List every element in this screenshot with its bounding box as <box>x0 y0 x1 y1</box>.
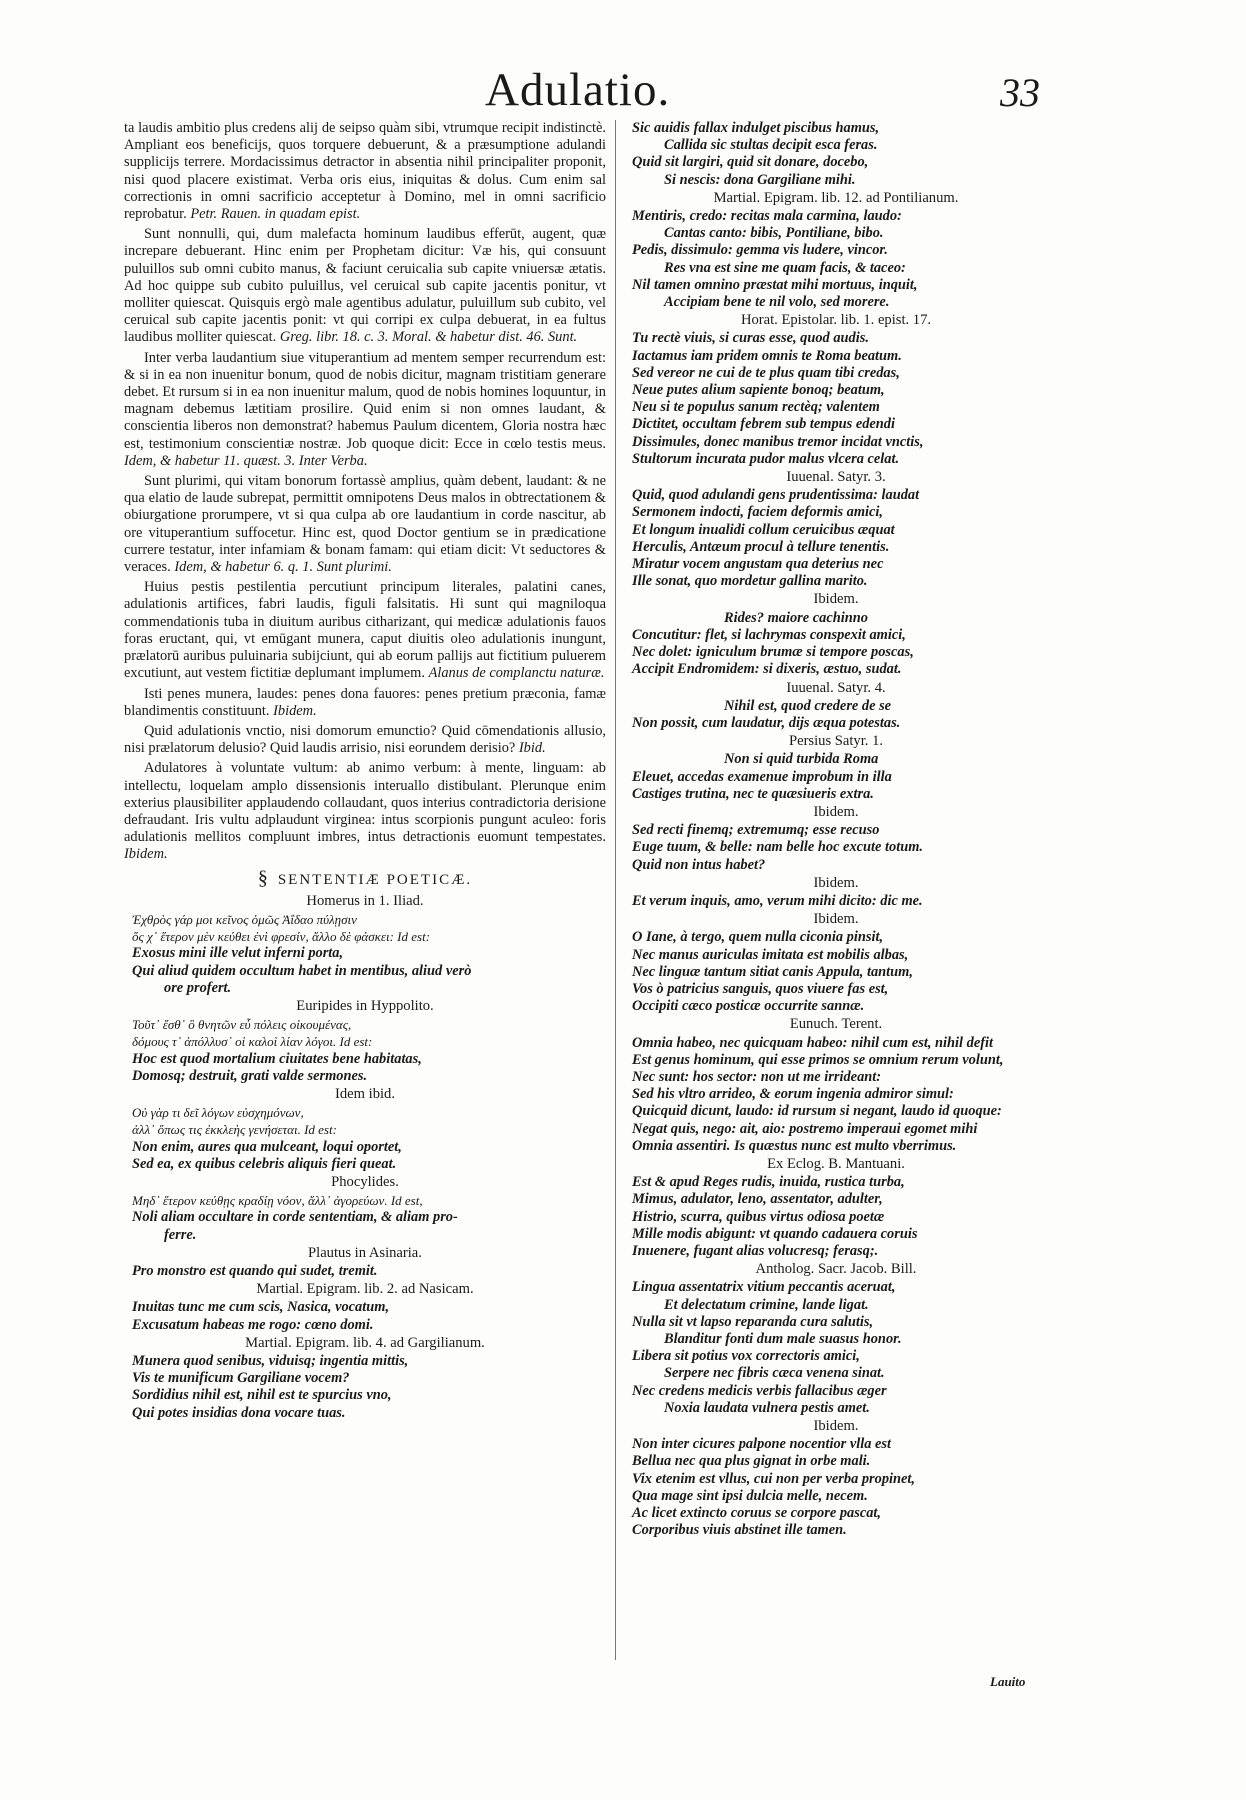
verse-line: Accipiam bene te nil volo, sed morere. <box>664 294 890 311</box>
verse-line: Non possit, cum laudatur, dijs æqua potestas. <box>632 714 901 731</box>
left-column <box>124 120 606 1668</box>
verse-line: Cantas canto: bibis, Pontiliane, bibo. <box>664 225 884 242</box>
running-head <box>0 62 1246 122</box>
greek-line: Οὐ γὰρ τι δεῖ λόγων εὐσχημόνων, <box>132 1105 304 1121</box>
right-column <box>624 120 1048 1668</box>
verse-line: Omnia assentiri. Is quæstus nunc est multo vberrimus. <box>632 1137 957 1154</box>
citation: Alanus de complanctu naturæ. <box>428 665 605 682</box>
verse-line: Nec dolet: igniculum brumæ si tempore poscas, <box>632 644 914 661</box>
source-heading: Martial. Epigram. lib. 12. ad Pontilianum. <box>713 189 959 206</box>
verse-line: Est & apud Reges rudis, inuida, rustica turba, <box>632 1174 905 1191</box>
source-heading: Horat. Epistolar. lib. 1. epist. 17. <box>740 312 932 329</box>
verse-line: Blanditur fonti dum male suasus honor. <box>664 1331 902 1348</box>
verse-line: Nil tamen omnino præstat mihi mortuus, inquit, <box>632 276 918 293</box>
poetic-sentences <box>124 893 606 1422</box>
verse-line: Occipiti cæco posticæ occurrite sannæ. <box>632 998 865 1015</box>
verse-line: Quid non intus habet? <box>632 856 766 873</box>
source-heading: Phocylides. <box>331 1173 399 1190</box>
latin-line: Qui potes insidias dona vocare tuas. <box>132 1404 346 1421</box>
source-heading: Plautus in Asinaria. <box>308 1244 422 1261</box>
verse-line: Sed his vltro arrideo, & eorum ingenia admiror simul: <box>632 1086 954 1103</box>
verse-line: Nec credens medicis verbis fallacibus æger <box>632 1382 887 1399</box>
verse-line: Vix etenim est vllus, cui non per verba propinet, <box>632 1470 916 1487</box>
verse-line: Serpere nec fibris cæca venena sinat. <box>664 1365 885 1382</box>
source-heading: Idem ibid. <box>335 1085 395 1102</box>
verse-line: Qua mage sint ipsi dulcia melle, necem. <box>632 1487 868 1504</box>
source-heading: Ibidem. <box>813 874 859 891</box>
greek-line: ὅς χ᾽ ἕτερον μὲν κεύθει ἐνὶ φρεσίν, ἄλλο δὲ φάσκει: Id est: <box>132 929 431 945</box>
paragraph <box>124 120 606 223</box>
source-heading: Iuuenal. Satyr. 3. <box>786 469 886 486</box>
verse-line: Ille sonat, quo mordetur gallina marito. <box>632 573 868 590</box>
verse-line: Mille modis abigunt: vt quando cadauera coruis <box>632 1225 918 1242</box>
verse-line: Ac licet extincto coruus se corpore pascat, <box>632 1505 882 1522</box>
latin-line: Inuitas tunc me cum scis, Nasica, vocatum, <box>132 1299 390 1316</box>
paragraph-text: Sunt nonnulli, qui, dum malefacta hominum laudibus efferūt, augent, quæ increpare debuerant. Hinc enim per Prophetam dicitur: Væ his, qui consuunt puluillos sub omni cubito manus, & faciunt ceruicalia sub capite vniuersæ ætatis. Ad hoc quippe sub cubito puluillus, vel ceruical sub capite jacentis ponitur, vt molliter quiescat. Quisquis ergò male agentibus adulatur, puluillum sub cubito, vel ceruical sub capite jacentis ponit: vt qui corripi ex culpa debuerat, in ea fultus laudibus molliter quiescat. <box>124 226 606 346</box>
verse-line: Neu si te populus sanum rectèq; valentem <box>632 399 880 416</box>
paragraph-text: ta laudis ambitio plus credens alij de seipso quàm sibi, vtrumque recipit indistinctè. Ampliant eos beneficijs, quos torquere debuerunt, & a præsumptione adulandi supplicijs terrere. Mordacissimus detractor in absentia nihil principaliter proponit, nisi quod placere existimat. Verba oris eius, iniquitas & dolus. Cum enim sal correctionis in omni sacrificio acceptetur à Domino, mel in omni sacrificio reprobatur. <box>124 120 606 223</box>
paragraph <box>124 760 606 863</box>
latin-line: Pro monstro est quando qui sudet, tremit. <box>132 1263 378 1279</box>
paragraph-text: Huius pestis pestilentia percutiunt principum literales, palatini canes, adulationis artifices, fabri laudis, figuli falsitatis. Hi sunt qui magniloqua commendationis tuba in diuitum auribus citharizant, qui medicæ adulationis fauos foras eructant, qui, vt emūgant munera, caput diuitis oleo adulationis inungunt, prælatorū auribus puluinaria subijciunt, qui ab eorum pallijs aut fictitium puluerem excutiunt, aut vestem fictitiæ deplumant implumem. <box>124 579 606 682</box>
verse-line: Dictitet, occultam febrem sub tempus edendi <box>632 416 896 433</box>
verse-line: Concutitur: flet, si lachrymas conspexit amici, <box>632 626 906 643</box>
verse-line: Non inter cicures palpone nocentior vlla est <box>632 1436 892 1453</box>
paragraph-text: Isti penes munera, laudes: penes dona fauores: penes pretium præconia, famæ blandimentis constituunt. <box>124 685 606 719</box>
verse-line: O Iane, à tergo, quem nulla ciconia pinsit, <box>632 929 884 946</box>
citation: Ibidem. <box>124 846 168 863</box>
verse-line: Non si quid turbida Roma <box>724 751 879 768</box>
latin-line: Domosq; destruit, grati valde sermones. <box>132 1067 368 1084</box>
verse-line: Et longum inualidi collum ceruicibus æquat <box>632 521 895 538</box>
paragraph-text: Adulatores à voluntate vultum: ab animo verbum: à mente, linguam: ab intellectu, loquelam amplo dissensionis interuallo distibulant. Plerunque enim exterius plausibiliter applaudendo collaudant, quos interius contradictoria derisione defraudant. Iris vultu adplaudunt virginea: intus scorpionis pungunt aculeo: foris adulationis mellitos compluunt imbres, intus detractionis euomunt tempestates. <box>124 760 606 846</box>
page-title: Adulatio. <box>485 64 671 116</box>
citation: Ibidem. <box>273 702 317 719</box>
source-heading: Homerus in 1. Iliad. <box>306 892 424 909</box>
verse-line: Castiges trutina, nec te quæsiueris extra. <box>632 785 874 802</box>
latin-line: Excusatum habeas me rogo: cœno domi. <box>132 1316 374 1333</box>
verse-line: Iactamus iam pridem omnis te Roma beatum. <box>632 347 902 364</box>
greek-line: ἀλλ᾽ ὅπως τις ἐκκλεὴς γενήσεται. Id est: <box>132 1122 337 1138</box>
latin-line: Exosus mini ille velut inferni porta, <box>132 945 344 962</box>
verse-line: Nihil est, quod credere de se <box>724 697 892 714</box>
paragraph <box>124 579 606 682</box>
verse-line: Nec manus auriculas imitata est mobilis albas, <box>632 946 909 963</box>
verse-line: Et verum inquis, amo, verum mihi dicito: dic me. <box>632 892 923 909</box>
source-heading: Persius Satyr. 1. <box>788 733 884 750</box>
citation: Petr. Rauen. in quadam epist. <box>190 206 361 223</box>
source-heading: Euripides in Hyppolito. <box>296 997 434 1014</box>
paragraph <box>124 473 606 576</box>
source-heading: Ibidem. <box>813 803 859 820</box>
verse-line: Si nescis: dona Gargiliane mihi. <box>664 171 856 188</box>
verse-line: Nulla sit vt lapso reparanda cura salutis, <box>632 1313 874 1330</box>
citation: Idem, & habetur 11. quæst. 3. Inter Verba. <box>124 452 368 469</box>
verse-line: Stultorum incurata pudor malus vlcera celat. <box>632 450 900 467</box>
verse-line: Histrio, scurra, quibus virtus odiosa poetæ <box>632 1208 885 1225</box>
latin-line: Sed ea, ex quibus celebris aliquis fieri queat. <box>132 1155 397 1172</box>
section-symbol: § <box>257 866 270 889</box>
verse-line: Sic auidis fallax indulget piscibus hamus, <box>632 120 880 136</box>
section-heading-text: SENTENTIÆ POETICÆ. <box>277 871 473 888</box>
verse-line: Nec linguæ tantum sitiat canis Appula, tantum, <box>632 963 913 980</box>
verse-line: Tu rectè viuis, si curas esse, quod audis. <box>632 330 869 347</box>
column-divider <box>615 120 616 1660</box>
page-number: 33 <box>1000 70 1040 115</box>
verse-line: Dissimules, donec manibus tremor incidat vnctis, <box>632 433 924 450</box>
verse-line: Inuenere, fugant alias volucresq; ferasq;. <box>632 1243 879 1259</box>
verse-lines-top <box>624 120 1048 189</box>
verse-line: Accipit Endromidem: si dixeris, æstuo, sudat. <box>632 661 902 678</box>
verse-line: Et delectatum crimine, lande ligat. <box>664 1296 869 1313</box>
verse-line: Corporibus viuis abstinet ille tamen. <box>632 1522 847 1539</box>
paragraph <box>124 350 606 470</box>
paragraph <box>124 226 606 346</box>
verse-line: Vos ò patricius sanguis, quos viuere fas est, <box>632 980 889 997</box>
verse-line: Nec sunt: hos sector: non ut me irrideant: <box>632 1068 882 1085</box>
paragraph <box>124 723 606 757</box>
latin-line: Sordidius nihil est, nihil est te spurcius vno, <box>132 1387 392 1404</box>
verse-line: Quid sit largiri, quid sit donare, docebo, <box>632 154 869 171</box>
verse-line: Sermonem indocti, faciem deformis amici, <box>632 504 884 521</box>
source-heading: Eunuch. Terent. <box>789 1016 883 1033</box>
greek-line: Μηδ᾽ ἕτερον κεύθῃς κραδίῃ νόον, ἄλλ᾽ ἀγορεύων. Id est, <box>132 1193 423 1209</box>
paragraph-text: Sunt plurimi, qui vitam bonorum fortassè amplius, quàm debent, laudant: & ne qua elatio de laude subrepat, permittit omnipotens Deus malos in obtrectationem & obiurgatione prorumpere, vt si qua culpa ab ore laudantium in corde nascitur, ab ore vituperantium suffocetur. Hinc est, quod Doctor gentium se in prædicatione currere testatur, inter infamiam & bonam famam: qui etiam dicit: Vt seductores & veraces. <box>124 473 606 576</box>
source-heading: Antholog. Sacr. Jacob. Bill. <box>755 1261 917 1278</box>
verse-line: Euge tuum, & belle: nam belle hoc excute totum. <box>632 839 924 856</box>
verse-line: Mimus, adulator, leno, assentator, adulter, <box>632 1191 883 1208</box>
verse-line: Quicquid dicunt, laudo: id rursum si negant, laudo id quoque: <box>632 1103 1002 1120</box>
verse-line: Quid, quod adulandi gens prudentissima: laudat <box>632 487 920 504</box>
citation: Idem, & habetur 6. q. 1. Sunt plurimi. <box>174 559 392 576</box>
verse-line: Herculis, Antæum procul à tellure tenentis. <box>632 538 890 555</box>
latin-line: Vis te munificum Gargiliane vocem? <box>132 1370 350 1387</box>
verse-line: Est genus hominum, qui esse primos se omnium rerum volunt, <box>632 1051 1004 1068</box>
source-heading: Ex Eclog. B. Mantuani. <box>767 1155 905 1172</box>
verse-line: Negat quis, nego: ait, aio: postremo imperaui egomet mihi <box>632 1120 978 1137</box>
latin-line: Non enim, aures qua mulceant, loqui oportet, <box>132 1138 402 1155</box>
latin-line: Noli aliam occultare in corde sententiam, & aliam pro- <box>132 1209 458 1226</box>
verse-line: Noxia laudata vulnera pestis amet. <box>664 1399 870 1416</box>
verse-line: Neue putes alium sapiente bonoq; beatum, <box>632 382 885 399</box>
verse-line: Mentiris, credo: recitas mala carmina, laudo: <box>632 208 902 225</box>
latin-line: ferre. <box>164 1226 197 1243</box>
verse-line: Libera sit potius vox correctoris amici, <box>632 1348 860 1365</box>
source-heading: Martial. Epigram. lib. 4. ad Gargilianum. <box>245 1334 485 1351</box>
verse-line: Rides? maiore cachinno <box>724 609 868 626</box>
verse-line: Sed recti finemq; extremumq; esse recuso <box>632 822 880 839</box>
verse-line: Bellua nec qua plus gignat in orbe mali. <box>632 1453 871 1470</box>
source-heading: Ibidem. <box>813 591 859 608</box>
source-heading: Ibidem. <box>813 911 859 928</box>
latin-line: Hoc est quod mortalium ciuitates bene habitatas, <box>132 1050 422 1067</box>
verse-line: Eleuet, accedas examenue improbum in illa <box>632 768 892 785</box>
source-heading: Iuuenal. Satyr. 4. <box>786 679 886 696</box>
greek-line: Τοῦτ᾽ ἔσθ᾽ ὃ θνητῶν εὖ πόλεις οἰκουμένας, <box>132 1017 352 1033</box>
paragraph-text: Inter verba laudantium siue vituperantium ad mentem semper recurrendum est: & si in ea non inuenitur bonum, quod de nobis dicitur, magnam tristitiam generare debet. Et rursum si in ea non inuenitur malum, quod de nobis homines loquuntur, in magnam debemus lætitiam prosilire. Quid enim si non omnes laudant, & conscientia liberos non demonstrat? habemus Paulum dicentem, Gloria nostra hæc est, testimonium conscientiæ nostræ. Job quoque dicit: Ecce in cœlo testis meus. <box>124 349 606 452</box>
section-heading <box>124 866 606 889</box>
citation: Greg. libr. 18. c. 3. Moral. & habetur dist. 46. Sunt. <box>279 329 578 346</box>
verse-blocks <box>624 190 1048 1540</box>
verse-line: Sed vereor ne cui de te plus quam tibi credas, <box>632 364 900 381</box>
verse-line: Lingua assentatrix vitium peccantis aceruat, <box>632 1279 896 1296</box>
paragraph <box>124 686 606 720</box>
verse-line: Callida sic stultas decipit esca feras. <box>664 137 878 154</box>
catchword: Lauito <box>990 1674 1026 1689</box>
latin-line: ore profert. <box>164 979 232 996</box>
prose-paragraphs <box>124 120 606 864</box>
paragraph-text: Quid adulationis vnctio, nisi domorum emunctio? Quid cōmendationis allusio, nisi prælatorum delusio? Quid laudis arrisio, nisi eorundem derisio? <box>124 722 606 757</box>
latin-line: Munera quod senibus, viduisq; ingentia mittis, <box>132 1353 409 1370</box>
source-heading: Ibidem. <box>813 1418 859 1435</box>
verse-line: Res vna est sine me quam facis, & taceo: <box>664 259 906 276</box>
source-heading: Martial. Epigram. lib. 2. ad Nasicam. <box>256 1281 474 1298</box>
citation: Ibid. <box>518 740 546 757</box>
verse-line: Pedis, dissimulo: gemma vis ludere, vincor. <box>632 242 888 259</box>
verse-line: Miratur vocem angustam qua deterius nec <box>632 556 884 573</box>
greek-line: Ἐχθρὸς γάρ μοι κεῖνος ὁμῶς Ἀΐδαο πύλῃσιν <box>132 911 357 927</box>
greek-line: δόμους τ᾽ ἀπόλλυσ᾽ οἱ καλοὶ λίαν λόγοι. Id est: <box>132 1034 373 1050</box>
latin-line: Qui aliud quidem occultum habet in mentibus, aliud verò <box>132 962 472 979</box>
verse-line: Omnia habeo, nec quicquam habeo: nihil cum est, nihil defit <box>632 1034 993 1051</box>
